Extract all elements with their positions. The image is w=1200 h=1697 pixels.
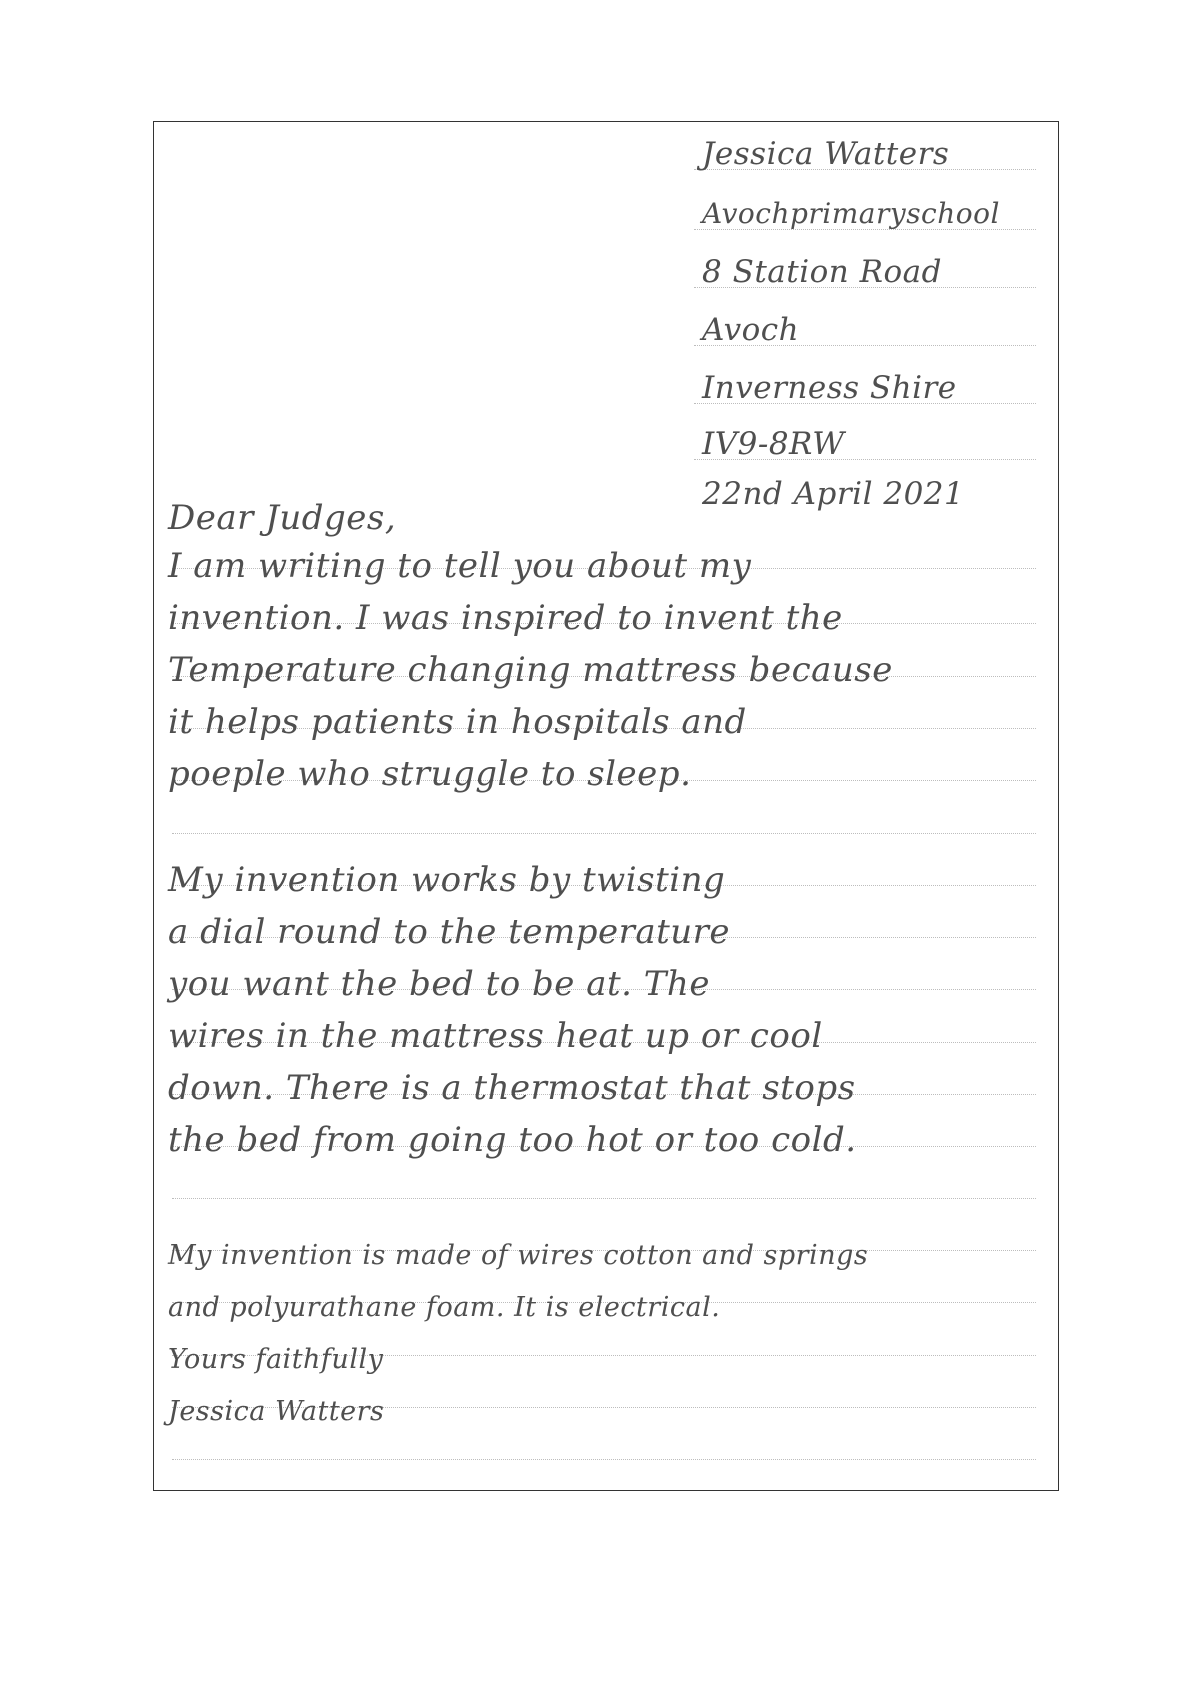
letter-page <box>153 121 1059 1491</box>
paragraph-line: it helps patients in hospitals and <box>168 702 747 742</box>
writing-rule <box>172 1198 1036 1199</box>
salutation: Dear Judges, <box>168 498 397 538</box>
paragraph-line: Temperature changing mattress because <box>168 650 893 690</box>
paragraph-line: down. There is a thermostat that stops <box>168 1068 856 1108</box>
paragraph-line: a dial round to the temperature <box>168 912 731 952</box>
writing-rule <box>172 1459 1036 1460</box>
paragraph-line: the bed from going too hot or too cold. <box>168 1120 857 1160</box>
paragraph-line: you want the bed to be at. The <box>168 964 710 1004</box>
address-postcode: IV9-8RW <box>702 426 845 462</box>
paragraph-line: My invention works by twisting <box>168 860 726 900</box>
address-school: Avochprimaryschool <box>702 197 1000 230</box>
letter-date: 22nd April 2021 <box>702 476 965 512</box>
signature: Jessica Watters <box>168 1396 385 1427</box>
closing: Yours faithfully <box>168 1344 384 1375</box>
paragraph-line: poeple who struggle to sleep. <box>168 754 692 794</box>
address-street: 8 Station Road <box>702 254 942 290</box>
paragraph-line: I am writing to tell you about my <box>168 546 752 586</box>
paragraph-line: wires in the mattress heat up or cool <box>168 1016 823 1056</box>
paragraph-line: invention. I was inspired to invent the <box>168 598 843 638</box>
writing-rule <box>172 833 1036 834</box>
address-name: Jessica Watters <box>702 136 950 172</box>
paragraph-line: My invention is made of wires cotton and springs <box>168 1240 869 1271</box>
address-county: Inverness Shire <box>702 370 957 406</box>
paragraph-line: and polyurathane foam. It is electrical. <box>168 1292 721 1323</box>
address-town: Avoch <box>702 312 800 348</box>
